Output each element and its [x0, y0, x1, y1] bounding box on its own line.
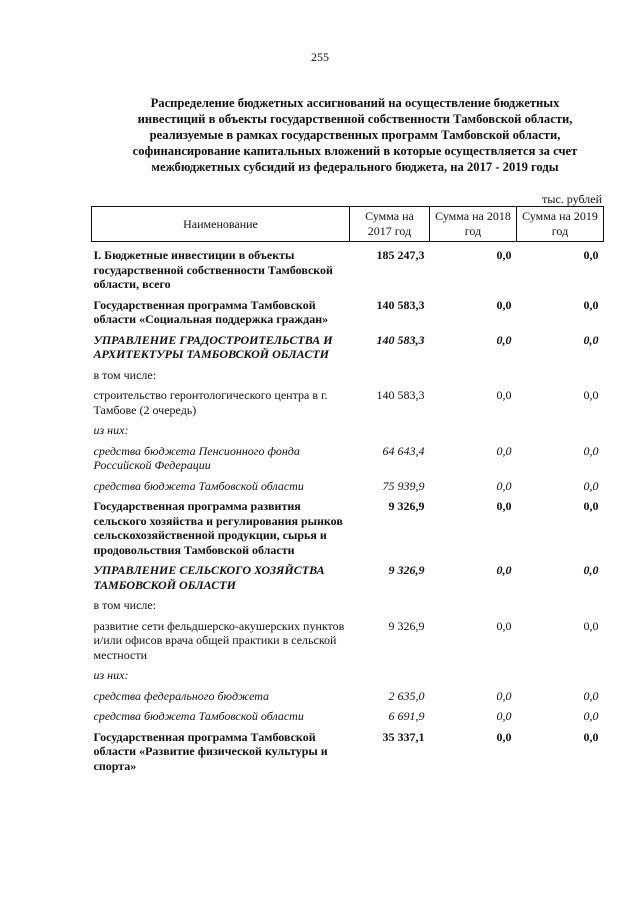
table-row: [92, 366, 604, 387]
row-name: развитие сети фельдшерско-акушерских пунктов и/или офисов врача общей практики в сельской местности: [93, 618, 345, 662]
units-label: тыс. рублей: [542, 192, 602, 206]
row-value-2017: 6 691,9: [388, 709, 425, 723]
row-value-2019: 0,0: [583, 729, 599, 744]
row-name: Государственная программа развития сельского хозяйства и регулирования рынков сельскохозяйственной продукции, сырья и продовольствия Тамбовской области: [93, 499, 343, 557]
header-name: Наименование: [92, 207, 350, 242]
row-value-2019: [517, 666, 604, 687]
row-value-2018: [430, 366, 517, 387]
table-row: [92, 666, 604, 687]
row-value-2019: 0,0: [583, 688, 599, 703]
row-value-2018: 0,0: [496, 332, 512, 347]
row-value-2018: 0,0: [496, 709, 512, 723]
title-line: Распределение бюджетных ассигнований на осуществление бюджетных: [150, 96, 560, 110]
table-header: [92, 207, 604, 242]
title-line: инвестиций в объекты государственной собственности Тамбовской области,: [137, 112, 573, 126]
table-body: [92, 242, 604, 778]
row-value-2017: [350, 366, 430, 387]
row-value-2017: 2 635,0: [388, 688, 425, 703]
row-value-2019: [517, 421, 604, 442]
row-value-2017: 9 326,9: [388, 618, 425, 633]
row-value-2018: 0,0: [496, 688, 512, 703]
title-line: софинансирование капитальных вложений в которые осуществляется за счет: [132, 144, 578, 158]
row-value-2018: 0,0: [496, 388, 512, 402]
row-value-2017: 35 337,1: [382, 729, 425, 744]
row-value-2017: 9 326,9: [388, 563, 425, 577]
row-name: из них:: [93, 423, 129, 437]
row-name: Государственная программа Тамбовской области «Социальная поддержка граждан»: [93, 297, 329, 326]
document-title: [95, 95, 615, 175]
row-name: в том числе:: [93, 367, 157, 382]
row-value-2017: [350, 421, 430, 442]
row-value-2017: [350, 666, 430, 687]
row-value-2017: 140 583,3: [376, 388, 425, 402]
header-2019: Сумма на 2019 год: [517, 207, 604, 242]
table-row: [92, 421, 604, 442]
row-value-2019: 0,0: [583, 709, 599, 723]
row-value-2019: 0,0: [583, 332, 599, 347]
row-value-2019: 0,0: [583, 563, 599, 577]
row-value-2018: 0,0: [496, 499, 512, 513]
table-row: [92, 617, 604, 667]
row-name: средства бюджета Тамбовской области: [93, 478, 304, 493]
table-row: [92, 442, 604, 477]
page-number: 255: [311, 50, 329, 64]
table-row: [92, 707, 604, 728]
budget-table: [91, 206, 604, 777]
row-name: УПРАВЛЕНИЕ СЕЛЬСКОГО ХОЗЯЙСТВА ТАМБОВСКОЙ ОБЛАСТИ: [93, 563, 325, 592]
table-row: [92, 728, 604, 778]
row-value-2018: 0,0: [496, 729, 512, 744]
row-value-2019: 0,0: [583, 478, 599, 493]
row-value-2018: [430, 421, 517, 442]
title-line: реализуемые в рамках государственных программ Тамбовской области,: [149, 128, 561, 142]
row-value-2018: 0,0: [496, 297, 512, 312]
title-line: межбюджетных субсидий из федерального бюджета, на 2017 - 2019 годы: [151, 160, 559, 174]
row-value-2018: 0,0: [496, 618, 512, 633]
row-value-2019: [517, 366, 604, 387]
row-value-2019: 0,0: [583, 297, 599, 312]
row-value-2018: 0,0: [496, 563, 512, 577]
row-name: из них:: [93, 668, 129, 682]
row-value-2019: [517, 596, 604, 617]
row-name: I. Бюджетные инвестиции в объекты государственной собственности Тамбовской области, всего: [93, 248, 333, 291]
row-name: средства бюджета Пенсионного фонда Российской Федерации: [93, 443, 300, 472]
table-row: [92, 296, 604, 331]
row-value-2018: [430, 666, 517, 687]
row-value-2017: [350, 596, 430, 617]
row-value-2017: 140 583,3: [376, 332, 425, 347]
row-name: строительство геронтологического центра в г. Тамбове (2 очередь): [93, 388, 328, 417]
table-row: [92, 477, 604, 498]
row-value-2019: 0,0: [583, 443, 599, 458]
table-row: [92, 331, 604, 366]
row-value-2019: 0,0: [583, 618, 599, 633]
row-value-2017: 140 583,3: [376, 297, 425, 312]
table-row: [92, 687, 604, 708]
row-value-2017: 64 643,4: [382, 443, 425, 458]
header-2018: Сумма на 2018 год: [430, 207, 517, 242]
row-value-2019: 0,0: [583, 248, 599, 262]
row-value-2017: 75 939,9: [382, 478, 425, 493]
row-value-2017: 9 326,9: [388, 499, 425, 513]
row-value-2019: 0,0: [583, 499, 599, 513]
table-row: [92, 561, 604, 596]
row-value-2017: 185 247,3: [376, 248, 425, 262]
table-row: [92, 242, 604, 296]
table-row: [92, 596, 604, 617]
row-value-2018: 0,0: [496, 478, 512, 493]
row-value-2018: 0,0: [496, 443, 512, 458]
row-name: в том числе:: [93, 598, 157, 612]
table-row: [92, 497, 604, 561]
row-value-2018: [430, 596, 517, 617]
row-name: УПРАВЛЕНИЕ ГРАДОСТРОИТЕЛЬСТВА И АРХИТЕКТУРЫ ТАМБОВСКОЙ ОБЛАСТИ: [93, 332, 333, 361]
header-2017: Сумма на 2017 год: [350, 207, 430, 242]
row-name: средства федерального бюджета: [93, 688, 270, 703]
table-row: [92, 386, 604, 421]
row-name: Государственная программа Тамбовской области «Развитие физической культуры и спорта»: [93, 729, 328, 773]
row-name: средства бюджета Тамбовской области: [93, 709, 304, 723]
row-value-2018: 0,0: [496, 248, 512, 262]
row-value-2019: 0,0: [583, 388, 599, 402]
